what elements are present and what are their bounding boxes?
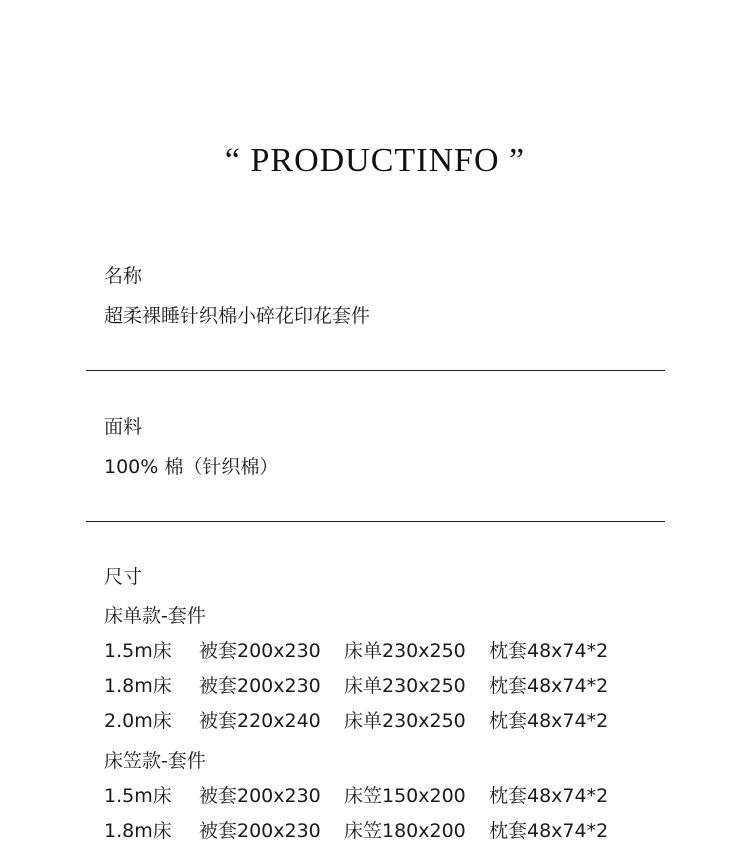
duvet-size: 被套200x230: [199, 820, 321, 842]
size-section: [104, 565, 664, 843]
name-label: 名称: [104, 265, 143, 287]
duvet-size: 被套220x240: [199, 710, 321, 732]
duvet-size: 被套200x230: [199, 640, 321, 662]
size-row: [104, 709, 664, 733]
pillowcase-size: 枕套48x74*2: [489, 675, 609, 697]
fabric-label: 面料: [104, 416, 143, 438]
duvet-size: 被套200x230: [199, 785, 321, 807]
size-group-sheet: [104, 604, 664, 733]
bed-size: 1.5m床: [104, 640, 172, 662]
size-group-fitted: [104, 749, 664, 843]
pillowcase-size: 枕套48x74*2: [489, 640, 609, 662]
sheet-size: 床单230x250: [344, 710, 466, 732]
divider: [86, 521, 665, 522]
divider: [86, 370, 665, 371]
bed-size: 2.0m床: [104, 710, 172, 732]
fitted-sheet-size: 床笠180x200: [344, 820, 466, 842]
page-title: “ PRODUCTINFO ”: [224, 142, 526, 179]
bed-size: 1.5m床: [104, 785, 172, 807]
size-group-heading: 床单款-套件: [104, 605, 206, 627]
fitted-sheet-size: 床笠150x200: [344, 785, 466, 807]
bed-size: 1.8m床: [104, 675, 172, 697]
name-value: 超柔裸睡针织棉小碎花印花套件: [104, 305, 371, 327]
size-row: [104, 674, 664, 698]
size-row: [104, 784, 664, 808]
pillowcase-size: 枕套48x74*2: [489, 820, 609, 842]
size-group-heading: 床笠款-套件: [104, 750, 206, 772]
duvet-size: 被套200x230: [199, 675, 321, 697]
fabric-section: [104, 415, 664, 479]
name-section: [104, 264, 664, 328]
fabric-value: 100% 棉（针织棉）: [104, 456, 279, 478]
size-row: [104, 639, 664, 663]
size-label: 尺寸: [104, 566, 143, 588]
pillowcase-size: 枕套48x74*2: [489, 785, 609, 807]
sheet-size: 床单230x250: [344, 675, 466, 697]
bed-size: 1.8m床: [104, 820, 172, 842]
sheet-size: 床单230x250: [344, 640, 466, 662]
size-row: [104, 819, 664, 843]
pillowcase-size: 枕套48x74*2: [489, 710, 609, 732]
